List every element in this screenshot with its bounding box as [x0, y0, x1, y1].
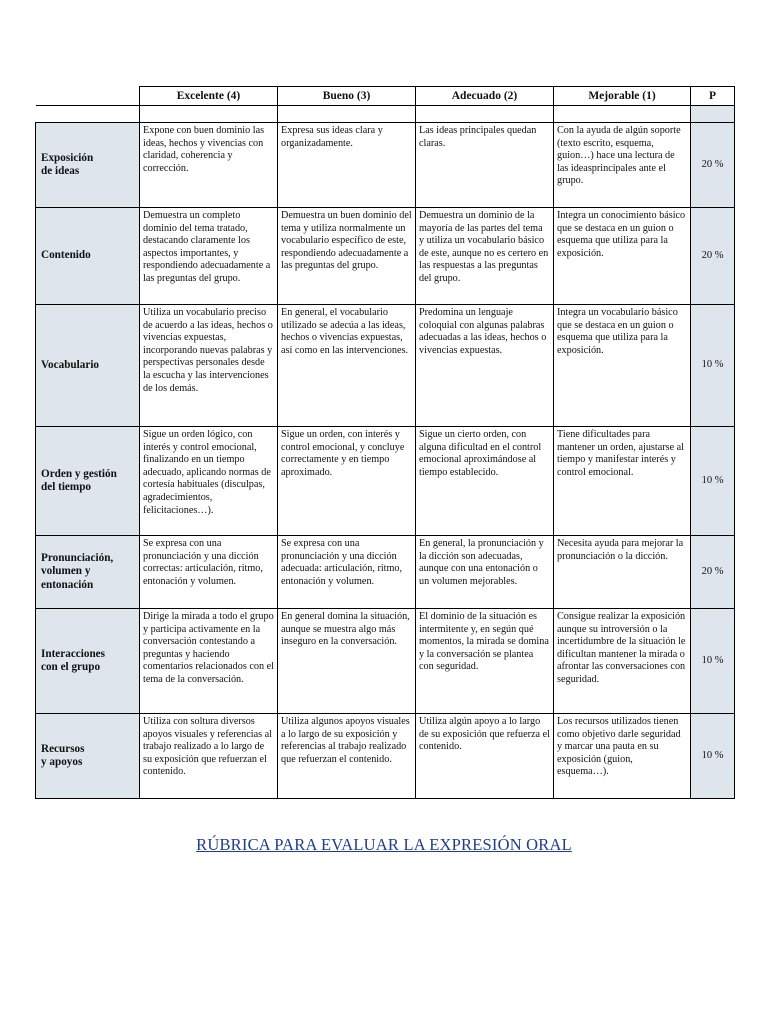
rubric-row [36, 305, 735, 427]
cell-mejorable: Integra un vocabulario básico que se destaca en un guion o esquema que utiliza para la exposición. [554, 305, 691, 427]
spacer-cell [140, 106, 278, 123]
cell-bueno: Sigue un orden, con interés y control emocional, y concluye correctamente y en tiempo aproximado. [278, 427, 416, 536]
weight-percentage: 20 % [691, 536, 735, 609]
cell-adecuado: El dominio de la situación es intermitente y, en según qué momentos, la mirada se domina y la conversación se plantea con seguridad. [416, 609, 554, 714]
spacer-cell [36, 106, 140, 123]
cell-excelente: Se expresa con una pronunciación y una dicción correctas: articulación, ritmo, entonación y volumen. [140, 536, 278, 609]
cell-mejorable: Tiene dificultades para mantener un orden, ajustarse al tiempo y manifestar interés y control emocional. [554, 427, 691, 536]
cell-adecuado: Predomina un lenguaje coloquial con algunas palabras adecuadas a las ideas, hechos o vivencias expuestas. [416, 305, 554, 427]
weight-percentage: 10 % [691, 609, 735, 714]
cell-mejorable: Consigue realizar la exposición aunque su introversión o la incertidumbre de la situación le dificultan mantener la mirada o afrontar las conversaciones con seguridad. [554, 609, 691, 714]
weight-percentage: 10 % [691, 714, 735, 799]
cell-excelente: Dirige la mirada a todo el grupo y participa activamente en la conversación contestando a preguntas y haciendo comentarios relacionados con el tema de la conversación. [140, 609, 278, 714]
document-title: RÚBRICA PARA EVALUAR LA EXPRESIÓN ORAL [196, 835, 572, 854]
criterion-label: Orden y gestión del tiempo [36, 427, 140, 536]
criterion-label: Interacciones con el grupo [36, 609, 140, 714]
header-bueno: Bueno (3) [278, 87, 416, 106]
cell-adecuado: En general, la pronunciación y la dicción son adecuadas, aunque con una entonación o un volumen mejorables. [416, 536, 554, 609]
cell-excelente: Demuestra un completo dominio del tema tratado, destacando claramente los aspectos importantes, y respondiendo adecuadamente a las preguntas del grupo. [140, 208, 278, 305]
spacer-row [36, 106, 735, 123]
rubric-row [36, 536, 735, 609]
cell-excelente: Expone con buen dominio las ideas, hechos y vivencias con claridad, coherencia y corrección. [140, 123, 278, 208]
cell-adecuado: Las ideas principales quedan claras. [416, 123, 554, 208]
rubric-row [36, 427, 735, 536]
cell-bueno: Utiliza algunos apoyos visuales a lo largo de su exposición y referencias al trabajo realizado que refuerzan el contenido. [278, 714, 416, 799]
header-corner [36, 87, 140, 106]
cell-mejorable: Integra un conocimiento básico que se destaca en un guion o esquema que utiliza para la exposición. [554, 208, 691, 305]
cell-adecuado: Demuestra un dominio de la mayoría de las partes del tema y utiliza un vocabulario básico de este, aunque no es certero en las respuestas a las preguntas del grupo. [416, 208, 554, 305]
cell-bueno: Demuestra un buen dominio del tema y utiliza normalmente un vocabulario específico de este, respondiendo adecuadamente a las preguntas del grupo. [278, 208, 416, 305]
cell-excelente: Sigue un orden lógico, con interés y control emocional, finalizando en un tiempo adecuado, aplicando normas de cortesía habituales (disculpas, agradecimientos, felicitaciones…). [140, 427, 278, 536]
criterion-label: Exposición de ideas [36, 123, 140, 208]
rubric-table [35, 86, 735, 799]
spacer-cell [416, 106, 554, 123]
cell-bueno: Se expresa con una pronunciación y una dicción adecuada: articulación, ritmo, entonación y volumen. [278, 536, 416, 609]
cell-mejorable: Con la ayuda de algún soporte (texto escrito, esquema, guion…) hace una lectura de las ideasprincipales ante el grupo. [554, 123, 691, 208]
rubric-row [36, 208, 735, 305]
criterion-label: Recursos y apoyos [36, 714, 140, 799]
weight-percentage: 10 % [691, 427, 735, 536]
rubric-row [36, 609, 735, 714]
criterion-label: Vocabulario [36, 305, 140, 427]
header-row [36, 87, 735, 106]
weight-percentage: 20 % [691, 123, 735, 208]
spacer-cell [691, 106, 735, 123]
cell-excelente: Utiliza con soltura diversos apoyos visuales y referencias al trabajo realizado a lo largo de su exposición que refuerzan el contenido. [140, 714, 278, 799]
cell-excelente: Utiliza un vocabulario preciso de acuerdo a las ideas, hechos o vivencias expuestas, incorporando nuevas palabras y perspectivas personales desde la escucha y las intervenciones de los demás. [140, 305, 278, 427]
cell-adecuado: Utiliza algún apoyo a lo largo de su exposición que refuerza el contenido. [416, 714, 554, 799]
cell-adecuado: Sigue un cierto orden, con alguna dificultad en el control emocional aproximándose al tiempo establecido. [416, 427, 554, 536]
cell-mejorable: Necesita ayuda para mejorar la pronunciación o la dicción. [554, 536, 691, 609]
cell-bueno: En general, el vocabulario utilizado se adecúa a las ideas, hechos o vivencias expuestas, así como en las intervenciones. [278, 305, 416, 427]
header-weight: P [691, 87, 735, 106]
spacer-cell [278, 106, 416, 123]
cell-mejorable: Los recursos utilizados tienen como objetivo darle seguridad y marcar una pauta en su exposición (guion, esquema…). [554, 714, 691, 799]
header-mejorable: Mejorable (1) [554, 87, 691, 106]
criterion-label: Contenido [36, 208, 140, 305]
cell-bueno: Expresa sus ideas clara y organizadamente. [278, 123, 416, 208]
rubric-row [36, 714, 735, 799]
rubric-row [36, 123, 735, 208]
weight-percentage: 10 % [691, 305, 735, 427]
weight-percentage: 20 % [691, 208, 735, 305]
cell-bueno: En general domina la situación, aunque se muestra algo más inseguro en la conversación. [278, 609, 416, 714]
header-excelente: Excelente (4) [140, 87, 278, 106]
spacer-cell [554, 106, 691, 123]
criterion-label: Pronunciación, volumen y entonación [36, 536, 140, 609]
header-adecuado: Adecuado (2) [416, 87, 554, 106]
